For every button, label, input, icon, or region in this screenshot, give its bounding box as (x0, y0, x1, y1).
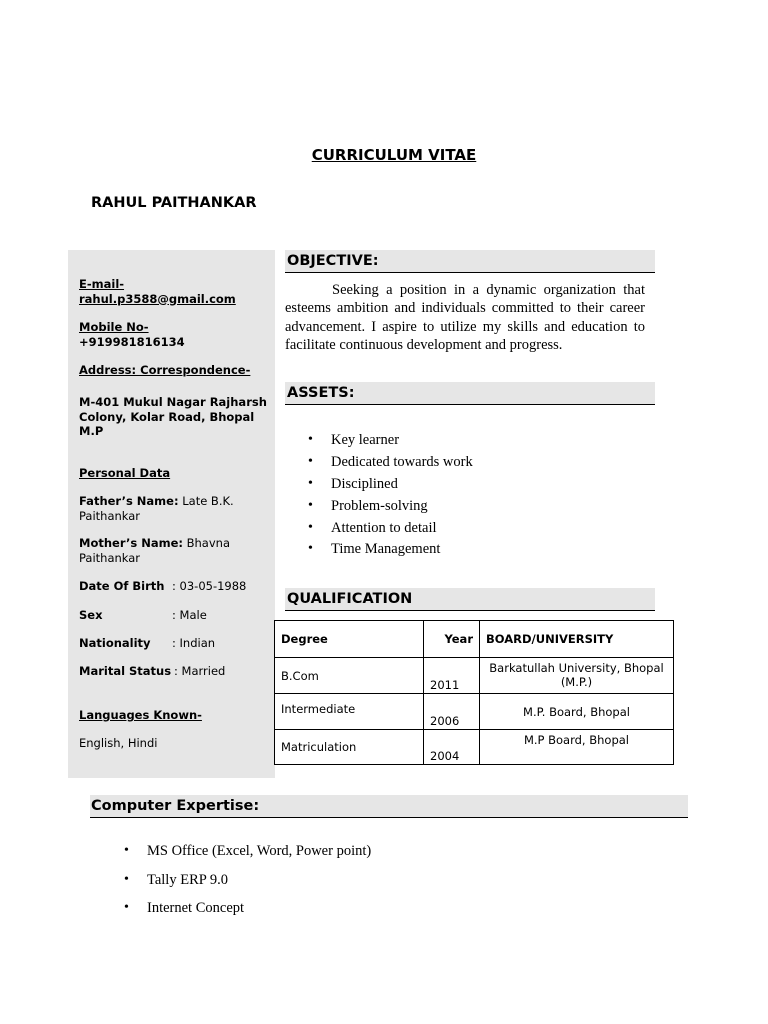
email-label: E-mail- (79, 277, 125, 291)
address-label: Address: Correspondence- (79, 363, 251, 377)
languages-heading: Languages Known- (79, 708, 202, 722)
qualification-table (274, 620, 674, 765)
mobile-value: +919981816134 (79, 334, 185, 349)
list-item: • Internet Concept (124, 898, 371, 927)
sex-row (79, 608, 279, 623)
year-cell: 2004 (424, 730, 480, 765)
nationality-row (79, 636, 279, 651)
nationality-value: : Indian (172, 636, 216, 650)
mothers-name-label: Mother’s Name: (79, 536, 183, 550)
list-item: • Attention to detail (308, 518, 473, 540)
fathers-name-value: Late B.K. (182, 494, 234, 508)
year-cell: 2011 (424, 658, 480, 694)
qualification-heading: QUALIFICATION (285, 588, 655, 611)
board-line: (M.P.) (560, 675, 593, 689)
dob-label: Date Of Birth (79, 579, 165, 593)
marital-label: Marital Status (79, 664, 172, 678)
fathers-name-label: Father’s Name: (79, 494, 179, 508)
mobile-block (79, 320, 185, 349)
nationality-label: Nationality (79, 636, 151, 650)
table-row (275, 658, 674, 694)
mothers-name-value: Bhavna (186, 536, 230, 550)
address-line: Colony, Kolar Road, Bhopal (79, 409, 255, 424)
year-cell: 2006 (424, 694, 480, 730)
address-line: M-401 Mukul Nagar Rajharsh (79, 395, 267, 409)
marital-value: : Married (174, 664, 226, 678)
table-header-row (275, 621, 674, 658)
list-item: • Disciplined (308, 474, 473, 496)
list-item: • Key learner (308, 430, 473, 452)
mobile-label: Mobile No- (79, 320, 149, 334)
degree-cell: B.Com (275, 658, 424, 694)
document-title: CURRICULUM VITAE (311, 146, 477, 164)
objective-text: Seeking a position in a dynamic organization that esteems ambition and individuals committed to their career advancement. I aspire to utilize my skills and education to facilitate continuous development and progress. (285, 282, 645, 353)
computer-expertise-heading: Computer Expertise: (90, 795, 688, 818)
address-line: M.P (79, 424, 104, 438)
assets-list (308, 430, 473, 561)
sex-label: Sex (79, 608, 103, 622)
objective-heading: OBJECTIVE: (285, 250, 655, 273)
assets-heading: ASSETS: (285, 382, 655, 405)
degree-cell: Intermediate (275, 694, 424, 730)
dob-value: : 03-05-1988 (172, 579, 247, 593)
header-degree: Degree (275, 621, 424, 658)
dob-row (79, 579, 279, 594)
personal-data-heading: Personal Data (79, 466, 171, 480)
candidate-name: RAHUL PAITHANKAR (91, 195, 257, 211)
list-item: • Tally ERP 9.0 (124, 870, 371, 899)
header-year: Year (424, 621, 480, 658)
board-line: Barkatullah University, Bhopal (489, 661, 664, 675)
board-cell: M.P Board, Bhopal (480, 730, 674, 765)
address-block (79, 395, 267, 439)
computer-expertise-list (124, 841, 371, 927)
email-value: rahul.p3588@gmail.com (79, 291, 236, 306)
mothers-name-block (79, 536, 230, 565)
fathers-name-value-cont: Paithankar (79, 508, 141, 523)
table-row (275, 730, 674, 765)
list-item: • Dedicated towards work (308, 452, 473, 474)
degree-cell: Matriculation (275, 730, 424, 765)
header-board: BOARD/UNIVERSITY (480, 621, 674, 658)
sex-value: : Male (172, 608, 207, 622)
board-cell (480, 658, 674, 694)
languages-value: English, Hindi (79, 736, 158, 750)
mothers-name-value-cont: Paithankar (79, 550, 141, 565)
board-cell: M.P. Board, Bhopal (480, 694, 674, 730)
marital-row (79, 664, 279, 679)
list-item: • MS Office (Excel, Word, Power point) (124, 841, 371, 870)
fathers-name-block (79, 494, 234, 523)
email-block (79, 277, 236, 306)
list-item: • Problem-solving (308, 496, 473, 518)
table-row (275, 694, 674, 730)
list-item: • Time Management (308, 539, 473, 561)
